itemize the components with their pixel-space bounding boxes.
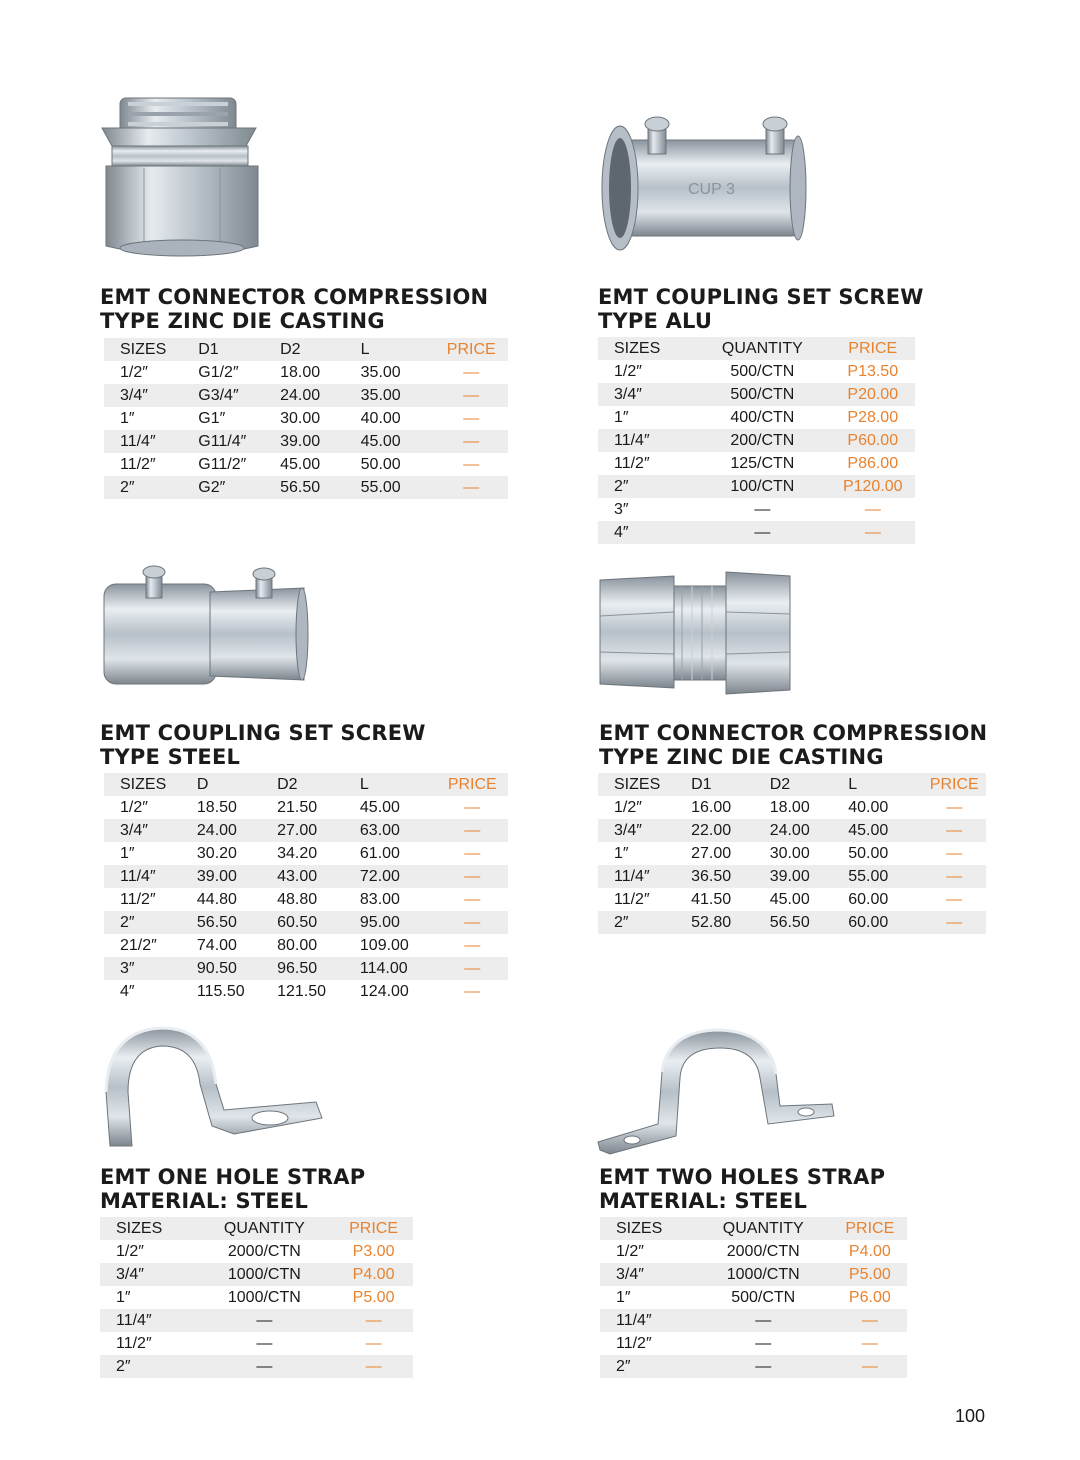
table-cell: 18.00 — [754, 796, 833, 819]
table-cell: 11/4″ — [600, 1309, 694, 1332]
column-header: SIZES — [104, 338, 182, 361]
price-cell: — — [907, 842, 986, 865]
table-row — [598, 498, 915, 521]
table-cell: 45.00 — [754, 888, 833, 911]
one-hole-strap-image — [98, 1022, 328, 1154]
table-cell: 22.00 — [675, 819, 754, 842]
price-cell: — — [418, 476, 508, 499]
table-cell: — — [694, 521, 814, 544]
price-cell: P4.00 — [318, 1263, 413, 1286]
table-cell: 34.20 — [261, 842, 344, 865]
table-cell: 2″ — [104, 911, 181, 934]
table-row — [598, 796, 986, 819]
table-cell: 500/CTN — [694, 1286, 817, 1309]
table-row — [600, 1286, 907, 1309]
price-cell: — — [421, 980, 508, 1003]
table-cell: 500/CTN — [694, 360, 814, 383]
table-cell: 40.00 — [832, 796, 906, 819]
section-2-title: EMT COUPLING SET SCREW TYPE ALU — [598, 285, 924, 333]
table-row — [598, 406, 915, 429]
table-cell: 11/2″ — [104, 453, 182, 476]
table-cell: 11/4″ — [100, 1309, 195, 1332]
table-cell: 24.00 — [264, 384, 345, 407]
section-3-title: EMT COUPLING SET SCREW TYPE STEEL — [100, 721, 426, 769]
table-cell: 39.00 — [754, 865, 833, 888]
table-cell: 2″ — [598, 475, 694, 498]
column-header: L — [345, 338, 419, 361]
table-row — [104, 361, 508, 384]
table-cell: G1″ — [182, 407, 264, 430]
table-cell: 30.00 — [754, 842, 833, 865]
section-5-table — [100, 1217, 413, 1378]
table-cell: 121.50 — [261, 980, 344, 1003]
table-row — [104, 842, 508, 865]
table-cell: 1″ — [598, 842, 675, 865]
price-cell: — — [817, 1309, 907, 1332]
table-cell: 3/4″ — [104, 819, 181, 842]
table-cell: — — [694, 498, 814, 521]
table-cell: 3/4″ — [104, 384, 182, 407]
table-cell: 2″ — [100, 1355, 195, 1378]
table-cell: 1/2″ — [598, 796, 675, 819]
table-header-row — [598, 773, 986, 796]
price-cell: — — [907, 819, 986, 842]
table-cell: 95.00 — [344, 911, 421, 934]
column-header: PRICE — [418, 338, 508, 361]
table-cell: 96.50 — [261, 957, 344, 980]
table-cell: 1000/CTN — [195, 1263, 319, 1286]
price-cell: P120.00 — [815, 475, 916, 498]
table-cell: 16.00 — [675, 796, 754, 819]
table-cell: — — [694, 1332, 817, 1355]
price-cell: — — [421, 796, 508, 819]
table-cell: 3/4″ — [600, 1263, 694, 1286]
table-cell: 3/4″ — [100, 1263, 195, 1286]
table-row — [598, 383, 915, 406]
section-5-title: EMT ONE HOLE STRAP MATERIAL: STEEL — [100, 1165, 366, 1213]
table-row — [100, 1286, 413, 1309]
table-row — [598, 429, 915, 452]
table-cell: — — [195, 1355, 319, 1378]
table-cell: 61.00 — [344, 842, 421, 865]
table-cell: 200/CTN — [694, 429, 814, 452]
table-row — [100, 1240, 413, 1263]
section-6-table — [600, 1217, 907, 1378]
table-cell: 30.00 — [264, 407, 345, 430]
table-cell: 114.00 — [344, 957, 421, 980]
table-cell: 18.00 — [264, 361, 345, 384]
section-1-table — [104, 338, 508, 499]
column-header: PRICE — [817, 1217, 907, 1240]
two-holes-strap-image — [596, 1024, 836, 1156]
table-cell: 55.00 — [832, 865, 906, 888]
table-cell: 74.00 — [181, 934, 261, 957]
table-cell: 3″ — [104, 957, 181, 980]
table-row — [104, 430, 508, 453]
table-cell: 11/4″ — [598, 429, 694, 452]
table-cell: 56.50 — [181, 911, 261, 934]
coupling-steel-image — [98, 562, 310, 692]
price-cell: — — [817, 1332, 907, 1355]
column-header: PRICE — [815, 337, 916, 360]
column-header: D2 — [754, 773, 833, 796]
price-cell: P6.00 — [817, 1286, 907, 1309]
price-cell: — — [418, 384, 508, 407]
table-cell: G1/2″ — [182, 361, 264, 384]
price-cell: — — [907, 888, 986, 911]
price-cell: — — [418, 361, 508, 384]
table-cell: 2000/CTN — [694, 1240, 817, 1263]
table-cell: — — [195, 1332, 319, 1355]
table-cell: 50.00 — [345, 453, 419, 476]
table-cell: 1/2″ — [104, 361, 182, 384]
table-cell: 4″ — [598, 521, 694, 544]
table-cell: G11/2″ — [182, 453, 264, 476]
table-cell: 109.00 — [344, 934, 421, 957]
table-row — [598, 842, 986, 865]
table-cell: 124.00 — [344, 980, 421, 1003]
price-cell: — — [318, 1332, 413, 1355]
price-cell: P3.00 — [318, 1240, 413, 1263]
section-4-title: EMT CONNECTOR COMPRESSION TYPE ZINC DIE CASTING — [599, 721, 988, 769]
table-cell: 60.00 — [832, 911, 906, 934]
table-row — [100, 1355, 413, 1378]
table-cell: 11/2″ — [104, 888, 181, 911]
column-header: SIZES — [104, 773, 181, 796]
price-cell: P86.00 — [815, 452, 916, 475]
table-cell: 11/4″ — [104, 865, 181, 888]
price-cell: P5.00 — [318, 1286, 413, 1309]
column-header: D1 — [675, 773, 754, 796]
table-cell: 100/CTN — [694, 475, 814, 498]
table-cell: 21/2″ — [104, 934, 181, 957]
table-cell: 80.00 — [261, 934, 344, 957]
table-cell: 39.00 — [181, 865, 261, 888]
table-cell: 2″ — [598, 911, 675, 934]
table-cell: 50.00 — [832, 842, 906, 865]
table-cell: 21.50 — [261, 796, 344, 819]
table-header-row — [100, 1217, 413, 1240]
table-row — [600, 1240, 907, 1263]
column-header: PRICE — [318, 1217, 413, 1240]
price-cell: P20.00 — [815, 383, 916, 406]
table-cell: 1″ — [100, 1286, 195, 1309]
table-cell: 60.00 — [832, 888, 906, 911]
price-cell: P28.00 — [815, 406, 916, 429]
table-row — [104, 476, 508, 499]
table-row — [104, 957, 508, 980]
table-cell: 2″ — [104, 476, 182, 499]
column-header: QUANTITY — [694, 337, 814, 360]
table-cell: 83.00 — [344, 888, 421, 911]
table-cell: 35.00 — [345, 361, 419, 384]
table-cell: 45.00 — [832, 819, 906, 842]
table-cell: 36.50 — [675, 865, 754, 888]
table-cell: 11/4″ — [598, 865, 675, 888]
column-header: PRICE — [907, 773, 986, 796]
table-cell: — — [694, 1309, 817, 1332]
table-cell: 45.00 — [264, 453, 345, 476]
table-header-row — [104, 773, 508, 796]
column-header: SIZES — [598, 337, 694, 360]
table-cell: 1000/CTN — [694, 1263, 817, 1286]
table-cell: 35.00 — [345, 384, 419, 407]
price-cell: — — [421, 957, 508, 980]
table-cell: 39.00 — [264, 430, 345, 453]
table-row — [600, 1332, 907, 1355]
page-number: 100 — [955, 1406, 986, 1426]
table-row — [598, 360, 915, 383]
table-cell: 400/CTN — [694, 406, 814, 429]
column-header: PRICE — [421, 773, 508, 796]
price-cell: — — [815, 521, 916, 544]
column-header: QUANTITY — [694, 1217, 817, 1240]
table-cell: 11/2″ — [598, 888, 675, 911]
price-cell: — — [815, 498, 916, 521]
table-row — [100, 1263, 413, 1286]
table-cell: 56.50 — [264, 476, 345, 499]
price-cell: — — [421, 911, 508, 934]
table-cell: 30.20 — [181, 842, 261, 865]
table-cell: 40.00 — [345, 407, 419, 430]
table-cell: 11/2″ — [100, 1332, 195, 1355]
price-cell: P60.00 — [815, 429, 916, 452]
table-cell: 60.50 — [261, 911, 344, 934]
price-cell: P4.00 — [817, 1240, 907, 1263]
table-row — [598, 475, 915, 498]
table-cell: 3″ — [598, 498, 694, 521]
table-row — [104, 796, 508, 819]
table-cell: 1″ — [598, 406, 694, 429]
table-cell: 11/2″ — [598, 452, 694, 475]
table-cell: 500/CTN — [694, 383, 814, 406]
price-cell: — — [907, 865, 986, 888]
table-cell: 1/2″ — [100, 1240, 195, 1263]
section-2-table — [598, 337, 915, 544]
price-cell: — — [418, 453, 508, 476]
column-header: D — [181, 773, 261, 796]
price-cell: — — [421, 842, 508, 865]
coupling-alu-image — [598, 112, 810, 252]
table-row — [598, 911, 986, 934]
column-header: L — [832, 773, 906, 796]
table-header-row — [104, 338, 508, 361]
connector-compression-image-2 — [596, 566, 796, 698]
table-cell: 44.80 — [181, 888, 261, 911]
table-row — [600, 1309, 907, 1332]
table-cell: 3/4″ — [598, 819, 675, 842]
table-row — [104, 888, 508, 911]
table-cell: 45.00 — [344, 796, 421, 819]
table-row — [100, 1309, 413, 1332]
price-cell: — — [421, 934, 508, 957]
column-header: QUANTITY — [195, 1217, 319, 1240]
table-cell: 1″ — [104, 842, 181, 865]
table-cell: 2000/CTN — [195, 1240, 319, 1263]
table-cell: G2″ — [182, 476, 264, 499]
price-cell: — — [817, 1355, 907, 1378]
table-header-row — [600, 1217, 907, 1240]
section-3-table — [104, 773, 508, 1003]
table-cell: 4″ — [104, 980, 181, 1003]
table-cell: G11/4″ — [182, 430, 264, 453]
table-cell: 2″ — [600, 1355, 694, 1378]
table-row — [598, 819, 986, 842]
table-cell: 56.50 — [754, 911, 833, 934]
table-cell: 24.00 — [754, 819, 833, 842]
table-row — [104, 934, 508, 957]
table-cell: 1/2″ — [600, 1240, 694, 1263]
price-cell: — — [418, 407, 508, 430]
table-cell: 11/4″ — [104, 430, 182, 453]
table-cell: 18.50 — [181, 796, 261, 819]
table-cell: 27.00 — [261, 819, 344, 842]
price-cell: — — [907, 796, 986, 819]
table-cell: 1/2″ — [598, 360, 694, 383]
table-cell: 1/2″ — [104, 796, 181, 819]
table-cell: 52.80 — [675, 911, 754, 934]
price-cell: — — [907, 911, 986, 934]
table-cell: 27.00 — [675, 842, 754, 865]
table-cell: 1000/CTN — [195, 1286, 319, 1309]
price-cell: P5.00 — [817, 1263, 907, 1286]
table-cell: 125/CTN — [694, 452, 814, 475]
table-cell: — — [694, 1355, 817, 1378]
table-row — [598, 521, 915, 544]
table-cell: 1″ — [104, 407, 182, 430]
table-cell: 55.00 — [345, 476, 419, 499]
section-6-title: EMT TWO HOLES STRAP MATERIAL: STEEL — [599, 1165, 886, 1213]
table-cell: 45.00 — [345, 430, 419, 453]
table-cell: 1″ — [600, 1286, 694, 1309]
table-cell: 90.50 — [181, 957, 261, 980]
table-row — [104, 980, 508, 1003]
table-row — [104, 407, 508, 430]
table-row — [104, 453, 508, 476]
table-row — [100, 1332, 413, 1355]
table-cell: — — [195, 1309, 319, 1332]
table-row — [598, 888, 986, 911]
price-cell: — — [318, 1355, 413, 1378]
table-cell: 72.00 — [344, 865, 421, 888]
price-cell: P13.50 — [815, 360, 916, 383]
column-header: D2 — [261, 773, 344, 796]
column-header: SIZES — [598, 773, 675, 796]
column-header: D1 — [182, 338, 264, 361]
column-header: SIZES — [100, 1217, 195, 1240]
price-cell: — — [418, 430, 508, 453]
column-header: D2 — [264, 338, 345, 361]
price-cell: — — [421, 865, 508, 888]
table-cell: 115.50 — [181, 980, 261, 1003]
price-cell: — — [318, 1309, 413, 1332]
table-row — [598, 865, 986, 888]
connector-compression-image — [98, 88, 268, 268]
coupling-alu-marking: CUP 3 — [688, 181, 735, 198]
table-row — [104, 911, 508, 934]
price-cell: — — [421, 888, 508, 911]
table-row — [598, 452, 915, 475]
column-header: L — [344, 773, 421, 796]
price-cell: — — [421, 819, 508, 842]
table-row — [104, 819, 508, 842]
column-header: SIZES — [600, 1217, 694, 1240]
section-4-table — [598, 773, 986, 934]
table-cell: 48.80 — [261, 888, 344, 911]
table-row — [104, 865, 508, 888]
table-header-row — [598, 337, 915, 360]
table-cell: 63.00 — [344, 819, 421, 842]
table-cell: 24.00 — [181, 819, 261, 842]
table-row — [600, 1263, 907, 1286]
table-cell: 3/4″ — [598, 383, 694, 406]
table-cell: 41.50 — [675, 888, 754, 911]
table-cell: 43.00 — [261, 865, 344, 888]
table-cell: 11/2″ — [600, 1332, 694, 1355]
table-cell: G3/4″ — [182, 384, 264, 407]
table-row — [600, 1355, 907, 1378]
section-1-title: EMT CONNECTOR COMPRESSION TYPE ZINC DIE CASTING — [100, 285, 489, 333]
table-row — [104, 384, 508, 407]
